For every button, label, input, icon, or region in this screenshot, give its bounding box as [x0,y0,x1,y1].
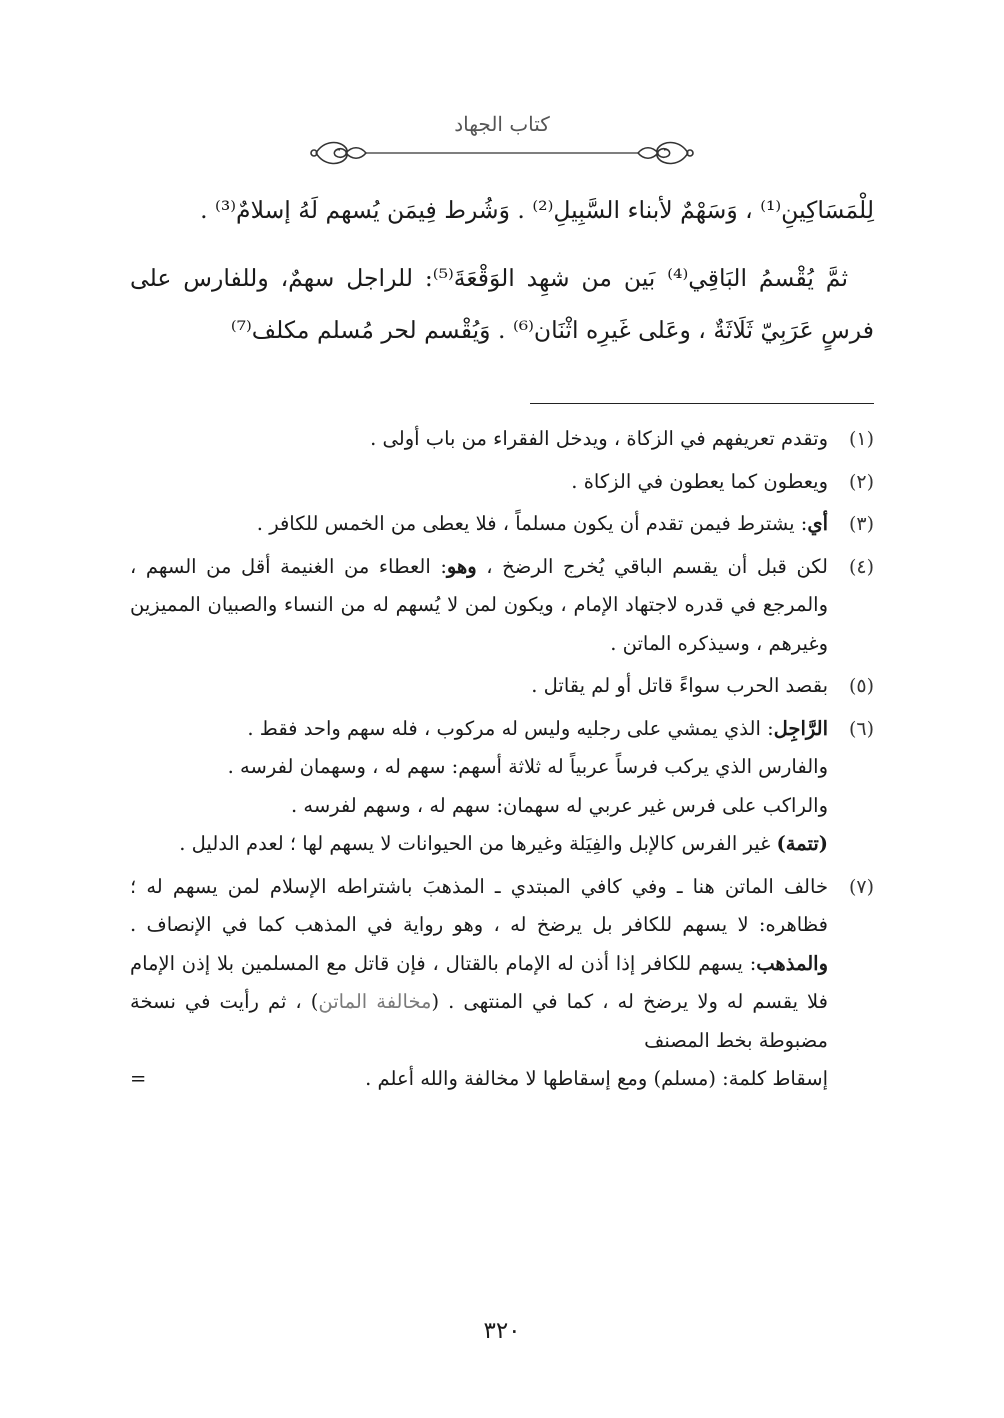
footnote-number: (٢) [848,470,874,493]
main-paragraph-2: ثمَّ يُقْسمُ البَاقِي⁽⁴⁾ بَين من شهِد الوَقْعَةَ⁽⁵⁾: للراجل سهمٌ، وللفارس على فرسٍ عَرَبِيّ ثَلَاثَةٌ ، وعَلى غَيرِه اثْنَان⁽⁶⁾ . وَيُقْسم لحر مُسلم مكلف⁽⁷⁾ [130,264,874,344]
footnote-4 [130,548,874,664]
footnote-3 [130,505,874,544]
footnote-text: وتقدم تعريفهم في الزكاة ، ويدخل الفقراء من باب أولى . [370,427,828,450]
footnote-2 [130,463,874,502]
footnote-text: ) ، ثم رأيت في نسخة مضبوطة بخط المصنف [130,990,828,1052]
footnote-bold-term: والمذهب [756,951,828,975]
footnote-1 [130,420,874,459]
chapter-title: كتاب الجهاد [454,112,550,136]
footnote-text: : العطاء من الغنيمة أقل من السهم ، والمرجع في قدره لاجتهاد الإمام ، ويكون لمن لا يُسهم له من النساء والصبيان المميزين وغيرهم ، وسيذكره الماتن . [130,554,828,655]
footnote-number: (٣) [848,513,874,535]
footnote-text: والفارس الذي يركب فرساً عربياً له ثلاثة أسهم: سهم له ، وسهمان لفرسه . [227,755,828,778]
footnote-text: لكن قبل أن يقسم الباقي يُخرج الرضخ ، [476,554,829,578]
footnote-bold-term: (تتمة) [776,832,828,855]
footnote-number: (١) [848,428,874,450]
footnote-7 [130,868,874,1099]
footnote-bold-term: وهو [446,554,477,578]
footnote-text: خالف الماتن هنا ـ وفي كافي المبتدي ـ المذهبَ باشتراطه الإسلام لمن يسهم له ؛ فظاهره: لا يسهم للكافر بل يرضخ له ، وهو رواية في المذهب كما في الإنصاف . [130,874,828,936]
continuation-mark: = [130,1067,147,1090]
footnote-bold-term: الرَّاجِل [773,716,828,740]
main-text [130,184,874,356]
footnotes [130,420,874,1103]
footnote-text: : يسهم للكافر إذا أذن له الإمام بالقتال ، فإن قاتل مع المسلمين بلا إذن الإمام فلا يقسم له ولا يرضخ له ، كما في المنتهى . ( [130,951,828,1013]
footnote-text: إسقاط كلمة: (مسلم) ومع إسقاطها لا مخالفة والله أعلم . [365,1067,828,1090]
footnote-number: (٧) [848,875,874,898]
footnote-text: : الذي يمشي على رجليه وليس له مركوب ، فله سهم واحد فقط . [247,716,774,740]
footnote-text: بقصد الحرب سواءً قاتل أو لم يقاتل . [531,674,828,697]
running-header [0,112,1004,136]
main-paragraph-1: لِلْمَسَاكِينِ⁽¹⁾ ، وَسَهْمٌ لأبناء السَّبِيلِ⁽²⁾ . وَشُرط فِيمَن يُسهم لَهُ إسلامٌ⁽³⁾ . [200,196,874,224]
footnote-5 [130,667,874,706]
footnote-number: (٥) [848,675,874,697]
page-number: ٣٢٠ [483,1318,521,1344]
footnote-6 [130,710,874,864]
footnote-number: (٤) [848,555,874,578]
header-ornament-icon [306,136,698,170]
footnote-text: : يشترط فيمن تقدم أن يكون مسلماً ، فلا يعطى من الخمس للكافر . [256,512,808,535]
footnote-text: ويعطون كما يعطون في الزكاة . [571,469,828,493]
footnote-text: والراكب على فرس غير عربي له سهمان: سهم له ، وسهم لفرسه . [290,793,828,817]
footnote-text: غير الفرس كالإبل والفِيَلة وغيرها من الحيوانات لا يسهم لها ؛ لعدم الدليل . [179,832,777,855]
footnote-grey-term: مخالفة الماتن [318,990,432,1013]
footnote-number: (٦) [848,717,874,740]
footnote-separator [530,403,874,404]
footnote-bold-term: أي [807,512,828,535]
